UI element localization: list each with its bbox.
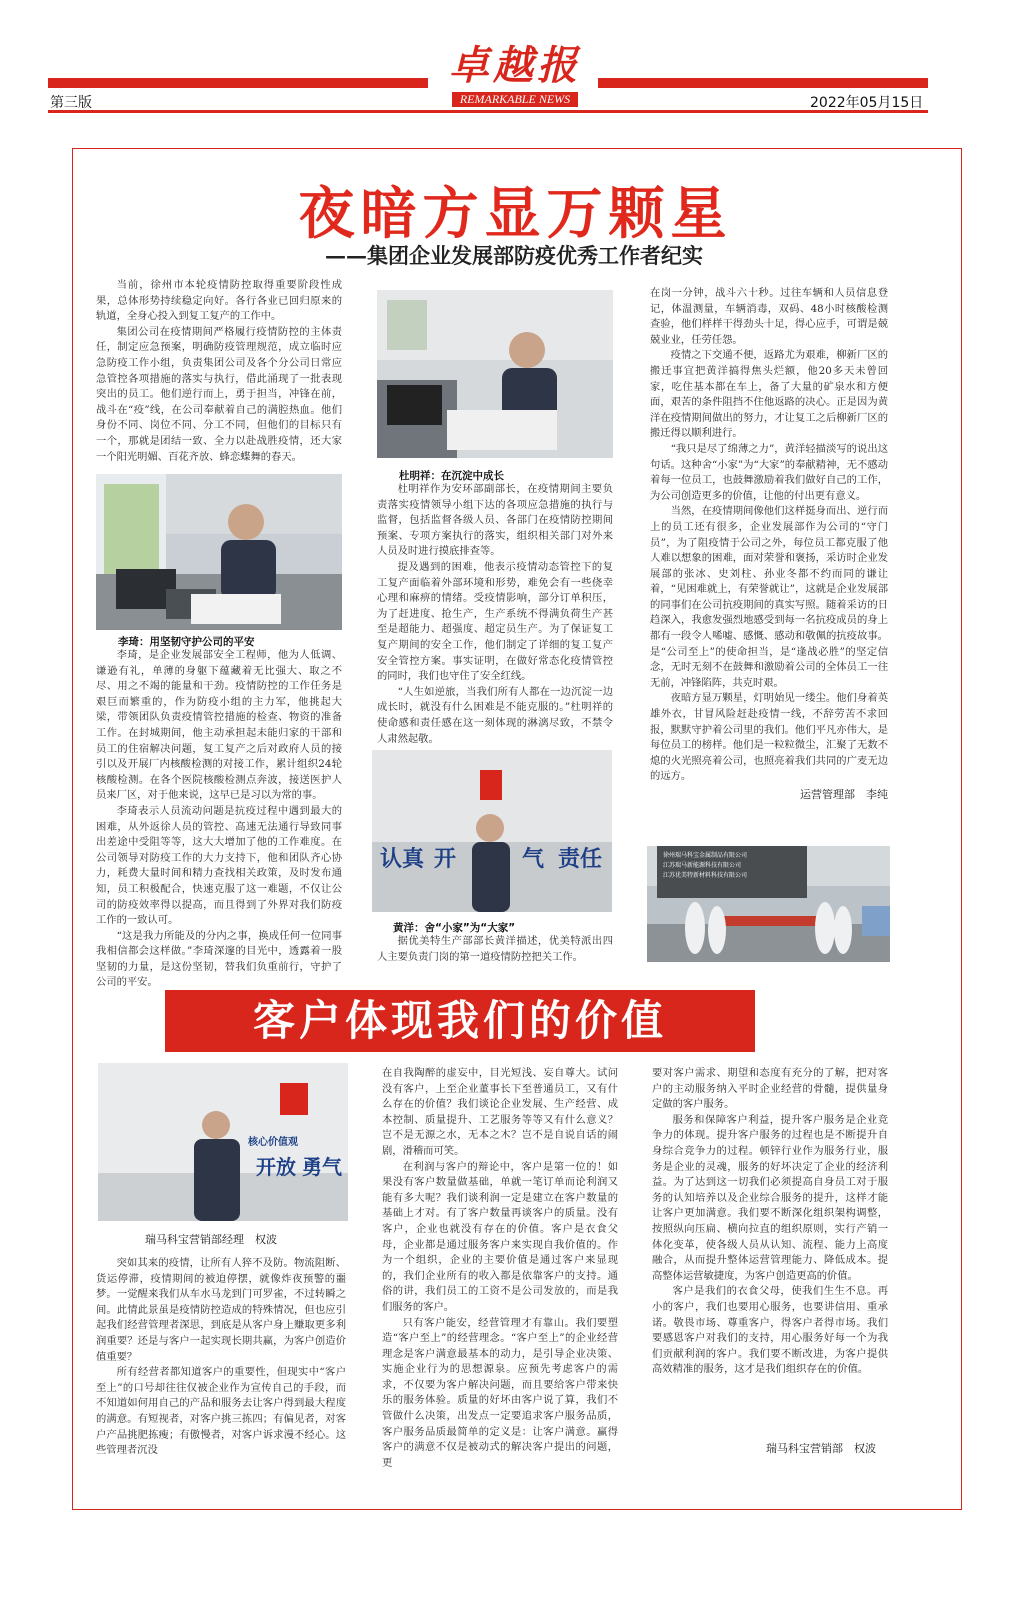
paragraph: 提及遇到的困难，他表示疫情动态管控下的复工复产面临着外部环境和形势，难免会有一些侥幸心理和麻痹的情绪。受疫情影响，部分订单积压，为了赶进度、抢生产，生产系统不得满负荷生产甚至是超能力、超强度、超定员生产。为了保证复工复产期间的安全工作，他们制定了详细的复工复产安全管控方案。事实证明，在做好常态化疫情管控的同时，我们也守住了安全红线。 xyxy=(377,560,613,683)
photo-wall-text-mid: 开 xyxy=(434,847,457,872)
paragraph: 在岗一分钟，战斗六十秒。过往车辆和人员信息登记，体温测量，车辆消毒，双码、48小时核酸检测查验，他们样样干得劲头十足，得心应手，可谓是兢兢业业，任劳任怨。 xyxy=(650,287,888,346)
huang-yang-text xyxy=(377,934,613,968)
paragraph: 客户是我们的衣食父母，使我们生生不息。再小的客户，我们也要用心服务，也要讲信用、重承诺。敬畏市场、尊重客户，得客户者得市场。我们要感恩客户对我们的支持，用心服务好每一个为我们贡献利润的客户。我们要不断改进，为客户提供高效精准的服务，这才是我们组织存在的价值。 xyxy=(652,1285,888,1376)
article-subtitle: ——集团企业发展部防疫优秀工作者纪实 xyxy=(325,243,703,268)
paragraph: 杜明祥作为安环部副部长，在疫情期间主要负责落实疫情领导小组下达的各项应急措施的执行与监督，包括监督各级人员、各部门在疫情防控期间预案、专项方案执行的落实，组织相关部门对外来人员及时进行摸底排查等。 xyxy=(377,483,613,558)
li-qi-caption: 李琦：用坚韧守护公司的平安 xyxy=(118,636,255,648)
article2-column-3 xyxy=(652,1066,888,1412)
paragraph: 服务和保障客户利益，提升客户服务是企业竞争力的体现。提升客户服务的过程也是不断提升自身综合竞争力的过程。顿锌行业作为服务行业，服务是企业的灵魂，服务的好坏决定了企业的经济利益。为了达到这一切我们必须提高自身员工对于服务的认知培养以及企业综合服务的提升，这样才能让客户更加满意。我们要不断深化组织架构调整，按照纵向压扁、横向拉直的组织原则，实行产销一体化变革，使各级人员从认知、流程、能力上高度融合，从而提升整体运营管理能力、降低成本。提高整体运营敏捷度，为客户创造更高的价值。 xyxy=(652,1113,888,1282)
right-column-text xyxy=(650,286,888,783)
header-rule-top-right xyxy=(598,78,928,88)
quan-bo-photo xyxy=(98,1063,348,1221)
paragraph: 据优美特生产部部长黄洋描述，优美特派出四人主要负责门岗的第一道疫情防控把关工作。 xyxy=(377,935,613,963)
paragraph: 所有经营者都知道客户的重要性，但现实中“客户至上”的口号却往往仅被企业作为宣传自己的手段，而不知道如何用自己的产品和服务去让客户得到最大程度的满意。有短视者，对客户挑三拣四；有偏见者，对客户产品挑肥拣瘦；有傲慢者，对客户诉求漫不经心。这些管理者沉没 xyxy=(96,1366,346,1457)
paragraph: 在利润与客户的辩论中，客户是第一位的！如果没有客户数量做基础，单就一笔订单而论利润又能有多大呢？我们谈利润一定是建立在客户数量的基础上才对。有了客户数量再谈客户的质量。没有客户，企业也就没有存在的价值。客户是衣食父母，企业都是通过服务客户来实现自我价值的。作为一个组织，企业的主要价值是通过客户来显现的，我们企业所有的收入都是依靠客户的支持。通俗的讲，我们员工的工资不是公司发放的，而是我们服务的客户。 xyxy=(382,1160,618,1313)
article2-author: 瑞马科宝营销部 权波 xyxy=(766,1442,876,1455)
paragraph: “我只是尽了绵薄之力”，黄洋轻描淡写的说出这句话。这种舍“小家”为“大家”的奉献精神，无不感动着每一位员工，也鼓舞激励着我们做好自己的工作，为公司创造更多的价值，让他的付出更有意义。 xyxy=(650,442,888,502)
photo-wall-text-right2: 责任 xyxy=(558,847,603,872)
logo-text: 卓越报 xyxy=(449,42,581,89)
article2-column-1 xyxy=(96,1256,346,1478)
li-qi-text xyxy=(96,648,342,989)
intro-text xyxy=(96,278,342,464)
page-label: 第三版 xyxy=(50,95,92,111)
masthead-logo xyxy=(420,44,610,114)
quan-bo-caption: 瑞马科宝营销部经理 权波 xyxy=(145,1233,277,1246)
photo-wall-text-right1: 气 xyxy=(522,847,545,872)
photo-wall-text-1: 开放 xyxy=(256,1155,296,1179)
du-mingxiang-photo xyxy=(377,290,613,458)
paragraph: “人生如逆旅，当我们所有人都在一边沉淀一边成长时，就没有什么困难是不能克服的。”杜明祥的使命感和责任感在这一刻体现的淋漓尽致，不禁令人肃然起敬。 xyxy=(377,685,613,745)
photo-sign-text: 核心价值观 xyxy=(248,1137,298,1148)
logo-english: REMARKABLE NEWS xyxy=(452,92,578,107)
paragraph: 当前，徐州市本轮疫情防控取得重要阶段性成果，总体形势持续稳定向好。各行各业已回归原来的轨道，全身心投入到复工复产的工作中。 xyxy=(96,279,342,323)
photo-wall-text-2: 勇气 xyxy=(302,1155,342,1179)
gate-sign-line: 徐州瑞马科宝金属制品有限公司 xyxy=(663,852,748,859)
article-title: 夜暗方显万颗星 xyxy=(298,182,733,247)
du-mingxiang-text xyxy=(377,482,613,745)
huang-yang-caption: 黄洋：舍“小家”为“大家” xyxy=(393,922,516,934)
header-rule-top xyxy=(48,78,428,88)
article1-author: 运营管理部 李纯 xyxy=(800,788,888,801)
paragraph: 只有客户能安，经营管理才有靠山。我们要塑造“客户至上”的经营理念。“客户至上”的企业经营理念是客户满意最基本的动力，是引导企业决策、实施企业行为的思想源泉。应预先考虑客户的需求，不仅要为客户解决问题，而且要给客户带来快乐的服务体验。质量的好坏由客户说了算，我们不管做什么决策，出发点一定要追求客户服务品质，客户服务品质最简单的定义是：让客户满意。赢得客户的满意不仅是被动式的解决客户提出的问题，更 xyxy=(382,1316,618,1469)
paragraph: 要对客户需求、期望和态度有充分的了解，把对客户的主动服务纳入平时企业经营的骨髓，提供量身定做的客户服务。 xyxy=(652,1067,888,1111)
huang-yang-photo xyxy=(372,750,612,912)
paragraph: 李琦，是企业发展部安全工程师，他为人低调、谦逊有礼，单薄的身躯下蕴藏着无比强大、取之不尽、用之不竭的能量和干劲。疫情防控的工作任务是艰巨而繁重的，作为防疫小组的主力军，他挑起大梁，带领团队负责疫情管控措施的检查、物资的准备工作。在封城期间，他主动承担起未能归家的干部和员工的住宿解决问题，复工复产之后对政府人员的接引以及开展厂内核酸检测的对接工作，累计组织24轮核酸检测。在各个医院核酸检测点奔波，接送医护人员来厂区，对于他来说，这早已是习以为常的事。 xyxy=(96,649,342,802)
du-mingxiang-caption: 杜明祥：在沉淀中成长 xyxy=(399,470,504,482)
li-qi-photo xyxy=(96,474,342,630)
article2-title: 客户体现我们的价值 xyxy=(165,990,755,1052)
paragraph: 集团公司在疫情期间严格履行疫情防控的主体责任，制定应急预案，明确防疫管理规范，成立临时应急防疫工作小组，负责集团公司及各个分公司日常应急管控各项措施的落实与执行，借此涌现了一批表现突出的员工。他们逆行而上，勇于担当，冲锋在前，战斗在“疫”线，在公司奉献着自己的满腔热血。他们身份不同、岗位不同、分工不同，但他们的目标只有一个，那就是团结一致、全力以赴战胜疫情，还大家一个阳光明媚、百花齐放、蜂恋蝶舞的春天。 xyxy=(96,325,342,463)
paragraph: 在自我陶醉的虚妄中，目光短浅、妄自尊大。试问没有客户，上至企业董事长下至普通员工，又有什么存在的价值？我们谈论企业发展、生产经营、成本控制、质量提升、工艺服务等等又有什么意义？岂不是无源之水，无本之木？岂不是自说自话的闹剧，滑稽而可笑。 xyxy=(382,1067,618,1157)
gate-sign-line: 江苏优美特新材料科技有限公司 xyxy=(663,872,748,879)
issue-date: 2022年05月15日 xyxy=(810,95,924,111)
paragraph: “这是我力所能及的分内之事，换成任何一位同事我相信都会这样做。”李琦深邃的目光中，透露着一股坚韧的力量，是这份坚韧，替我们负重前行，守护了公司的平安。 xyxy=(96,929,342,989)
gate-checkpoint-photo xyxy=(647,846,890,962)
paragraph: 李琦表示人员流动问题是抗疫过程中遇到最大的困难，从外返徐人员的管控、高速无法通行导致同事出差途中受阻等等，这大大增加了他的工作难度。在公司领导对防疫工作的大力支持下，他和团队齐心协力，耗费大量时间和精力查找相关政策，及时发布通知，员工积极配合，快速克服了这一难题，不仅让公司的防疫效率得以提高，而且得到了外界对我们防疫工作的一致认可。 xyxy=(96,804,342,927)
gate-sign-line: 江苏瑞马新能源科技有限公司 xyxy=(663,862,742,869)
photo-wall-text-left: 认真 xyxy=(380,847,425,872)
paragraph: 疫情之下交通不便，返路尤为艰难，柳新厂区的搬迁事宜把黄洋搞得焦头烂额，他20多天未曾回家，吃住基本都在车上，备了大量的矿泉水和方便面，艰苦的条件阻挡不住他返路的决心。正是因为黄洋在疫情期间做出的努力，才让复工之后柳新厂区的搬迁得以顺利进行。 xyxy=(650,349,888,440)
paragraph: 突如其来的疫情，让所有人猝不及防。物流阻断、货运停滞，疫情期间的被迫停摆，就像炸夜预警的噩梦。一觉醒来我们从车水马龙到门可罗雀，不过转瞬之间。此情此景虽是疫情防控造成的特殊情况，但也应引起我们经营管理者深思，到底是从客户身上赚取更多利润重要？还是与客户一起实现长期共赢，为客户创造价值重要？ xyxy=(96,1257,346,1363)
paragraph: 夜暗方显万颗星，灯明始见一缕尘。他们身着英雄外衣，甘冒风险赶赴疫情一线，不辞劳苦不求回报，默默守护着公司里的我们。他们平凡亦伟大，是每位员工的榜样。他们是一粒粒微尘，汇聚了无数不熄的火光照亮着公司，也照亮着我们共同的广麦无边的远方。 xyxy=(650,692,888,783)
article2-column-2 xyxy=(382,1066,618,1474)
paragraph: 当然，在疫情期间像他们这样挺身而出、逆行而上的员工还有很多，企业发展部作为公司的“守门员”，为了阻疫情于公司之外，每位员工都克服了他人难以想象的困难，面对荣誉和褒扬，采访时企业发展部的张冰、史刘柱、孙业冬都不约而同的谦让着，“见困难就上，有荣誉就让”，这就是企业发展部的同事们在公司抗疫期间的真实写照。随着采访的日趋深入，我愈发强烈地感受到每一名抗疫成员的身上都有一段令人唏嘘、感慨、感动和敬佩的抗疫故事。是“公司至上”的使命担当，是“逢战必胜”的坚定信念，无时无刻不在鼓舞和激励着公司的全体员工一往无前，冲锋陷阵，共克时艰。 xyxy=(650,505,888,689)
